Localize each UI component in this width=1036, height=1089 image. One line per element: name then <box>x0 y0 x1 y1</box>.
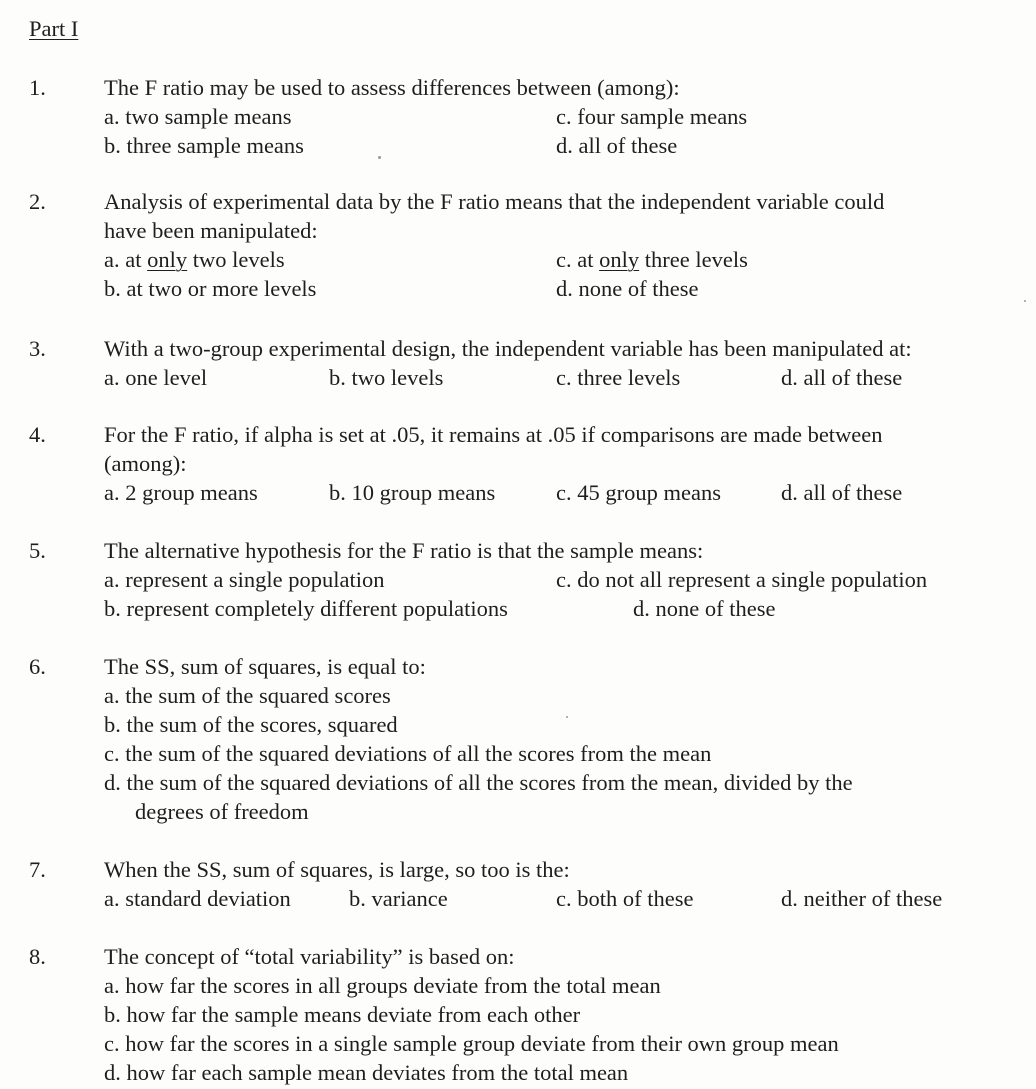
option-d: d. the sum of the squared deviations of all the scores from the mean, divided by the <box>104 770 853 795</box>
option-c: c. how far the scores in a single sample group deviate from their own group mean <box>104 1031 839 1056</box>
option-b: b. represent completely different populations <box>104 596 508 621</box>
option-c: c. both of these <box>556 886 694 911</box>
question-number: 5. <box>29 538 46 563</box>
question-stem: When the SS, sum of squares, is large, so too is the: <box>104 857 570 882</box>
scan-speck <box>566 716 568 718</box>
option-d: d. all of these <box>556 133 678 158</box>
question-stem: The F ratio may be used to assess differences between (among): <box>104 75 680 100</box>
option-a: a. how far the scores in all groups deviate from the total mean <box>104 973 661 998</box>
option-a: a. the sum of the squared scores <box>104 683 391 708</box>
option-d: d. how far each sample mean deviates from the total mean <box>104 1060 629 1085</box>
question-number: 1. <box>29 75 46 100</box>
option-c: c. three levels <box>556 365 681 390</box>
option-a: a. two sample means <box>104 104 292 129</box>
question-number: 8. <box>29 944 46 969</box>
option-c: c. the sum of the squared deviations of all the scores from the mean <box>104 741 712 766</box>
question-number: 7. <box>29 857 46 882</box>
option-a: a. represent a single population <box>104 567 385 592</box>
option-b: b. variance <box>349 886 448 911</box>
question-number: 2. <box>29 189 46 214</box>
option-c: c. 45 group means <box>556 480 721 505</box>
option-d: d. none of these <box>556 276 699 301</box>
option-b: b. the sum of the scores, squared <box>104 712 398 737</box>
option-b: b. how far the sample means deviate from each other <box>104 1002 581 1027</box>
scan-speck <box>1024 300 1026 302</box>
option-b: b. at two or more levels <box>104 276 317 301</box>
question-stem: The alternative hypothesis for the F ratio is that the sample means: <box>104 538 704 563</box>
question-number: 3. <box>29 336 46 361</box>
part-heading: Part I <box>29 16 79 41</box>
question-number: 4. <box>29 422 46 447</box>
option-a: a. one level <box>104 365 208 390</box>
option-d: d. none of these <box>633 596 776 621</box>
option-a: a. standard deviation <box>104 886 291 911</box>
question-stem: With a two-group experimental design, the independent variable has been manipulated at: <box>104 336 912 361</box>
option-b: b. 10 group means <box>329 480 496 505</box>
question-stem: Analysis of experimental data by the F ratio means that the independent variable could <box>104 189 885 214</box>
option-d: d. neither of these <box>781 886 943 911</box>
option-d-continued: degrees of freedom <box>135 799 309 824</box>
question-stem: The SS, sum of squares, is equal to: <box>104 654 426 679</box>
question-stem: For the F ratio, if alpha is set at .05, it remains at .05 if comparisons are made between <box>104 422 883 447</box>
option-c: c. at only three levels <box>556 247 748 272</box>
option-d: d. all of these <box>781 480 903 505</box>
option-d: d. all of these <box>781 365 903 390</box>
option-b: b. three sample means <box>104 133 304 158</box>
option-a: a. at only two levels <box>104 247 285 272</box>
option-c: c. four sample means <box>556 104 748 129</box>
option-a: a. 2 group means <box>104 480 258 505</box>
question-stem-continued: (among): <box>104 451 187 476</box>
option-b: b. two levels <box>329 365 444 390</box>
question-stem: The concept of “total variability” is based on: <box>104 944 515 969</box>
scan-speck <box>378 156 381 159</box>
question-stem-continued: have been manipulated: <box>104 218 318 243</box>
option-c: c. do not all represent a single population <box>556 567 928 592</box>
question-number: 6. <box>29 654 46 679</box>
